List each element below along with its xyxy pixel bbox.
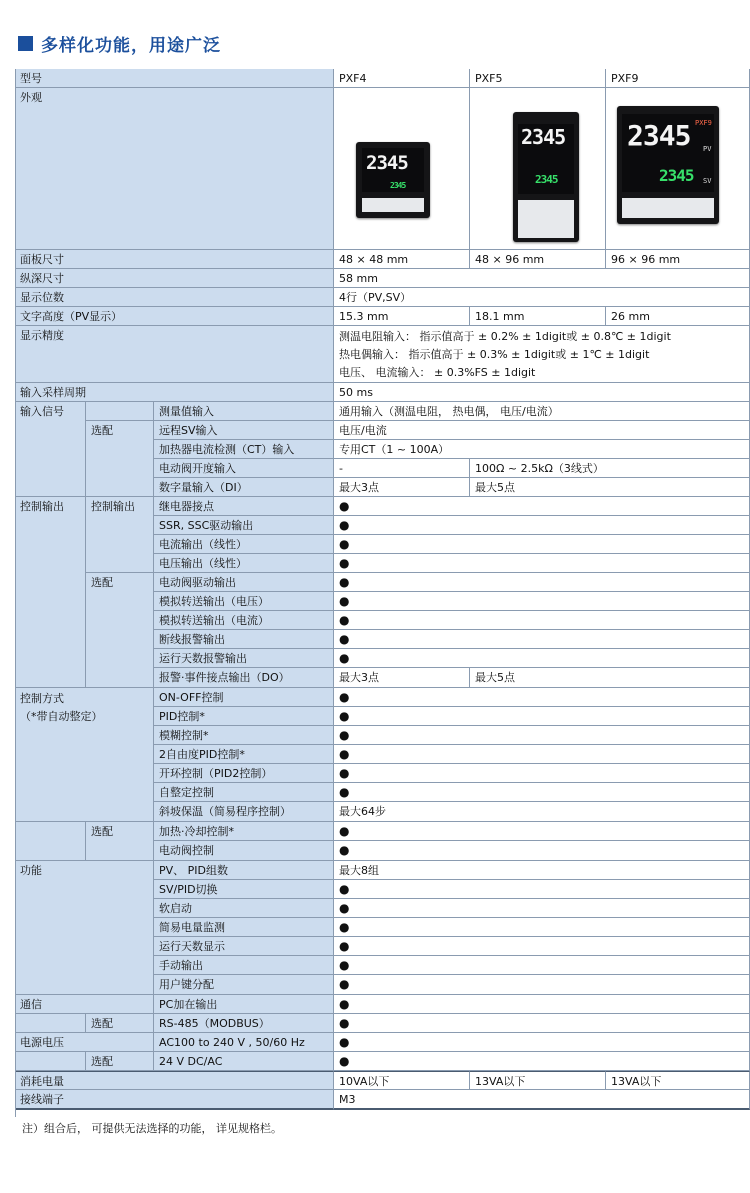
co-item-3: 电压输出（线性） <box>154 554 334 573</box>
fn-item-3-dot: ● <box>334 937 750 956</box>
fn-item-1-dot: ● <box>334 899 750 918</box>
consumption-pxf4: 10VA以下 <box>334 1071 470 1090</box>
section-header <box>18 30 221 56</box>
control-mode-title: 控制方式 <box>20 692 64 705</box>
cm-item-1: PID控制* <box>154 707 334 726</box>
co-option-2: 模拟转送输出（电流） <box>154 611 334 630</box>
do-output-other: 最大5点 <box>470 668 750 688</box>
label-digits: 显示位数 <box>15 288 334 307</box>
co-option-2-dot: ● <box>334 611 750 630</box>
label-accuracy: 显示精度 <box>15 326 334 383</box>
cm-item-4-dot: ● <box>334 764 750 783</box>
fn-item-5-dot: ● <box>334 975 750 995</box>
co-option-0: 电动阀驱动输出 <box>154 573 334 592</box>
remote-sv-value: 电压/电流 <box>334 421 750 440</box>
panel-size-pxf4: 48 × 48 mm <box>334 250 470 269</box>
char-height-pxf9: 26 mm <box>606 307 750 326</box>
label-sampling: 输入采样周期 <box>15 383 334 402</box>
valve-input-other: 100Ω ~ 2.5kΩ（3线式） <box>470 459 750 478</box>
valve-input-pxf4: - <box>334 459 470 478</box>
appearance-pxf5-cell <box>470 88 606 250</box>
pxf9-sv-display: 2345 <box>659 166 694 185</box>
cm-item-2-dot: ● <box>334 726 750 745</box>
label-comm: 通信 <box>15 995 154 1014</box>
cm-item-3: 2自由度PID控制* <box>154 745 334 764</box>
accuracy-value <box>334 326 750 383</box>
cm-item-0-dot: ● <box>334 688 750 707</box>
co-item-1: SSR, SSC驱动输出 <box>154 516 334 535</box>
pxf4-sv-display: 2345 <box>390 181 406 190</box>
label-valve-input: 电动阀开度输入 <box>154 459 334 478</box>
ac-power-dot: ● <box>334 1033 750 1052</box>
char-height-pxf4: 15.3 mm <box>334 307 470 326</box>
label-do-output: 报警·事件接点输出（DO） <box>154 668 334 688</box>
label-model: 型号 <box>15 69 334 88</box>
pxf5-sv-display: 2345 <box>535 173 558 186</box>
co-option-0-dot: ● <box>334 573 750 592</box>
pxf5-pv-display: 2345 <box>521 125 566 149</box>
label-power: 电源电压 <box>15 1033 154 1052</box>
cm-option-1: 电动阀控制 <box>154 841 334 861</box>
co-option-3-dot: ● <box>334 630 750 649</box>
di-input-pxf4: 最大3点 <box>334 478 470 497</box>
label-measure-input: 测量值输入 <box>154 402 334 421</box>
panel-size-pxf5: 48 × 96 mm <box>470 250 606 269</box>
control-output-sub-label: 控制输出 <box>86 497 154 573</box>
do-output-pxf4: 最大3点 <box>334 668 470 688</box>
fn-item-1: 软启动 <box>154 899 334 918</box>
label-function: 功能 <box>15 861 154 995</box>
fn-item-5: 用户键分配 <box>154 975 334 995</box>
panel-size-pxf9: 96 × 96 mm <box>606 250 750 269</box>
pxf4-device-image <box>356 142 430 218</box>
fn-item-0-dot: ● <box>334 880 750 899</box>
footnote: 注）组合后， 可提供无法选择的功能， 详见规格栏。 <box>22 1122 282 1135</box>
label-pc-output: PC加在输出 <box>154 995 334 1014</box>
cm-item-5: 自整定控制 <box>154 783 334 802</box>
co-option-1-dot: ● <box>334 592 750 611</box>
co-item-0: 继电器接点 <box>154 497 334 516</box>
label-pv-pid: PV、 PID组数 <box>154 861 334 880</box>
fn-item-2: 简易电量监测 <box>154 918 334 937</box>
label-ac-power: AC100 to 240 V , 50/60 Hz <box>154 1033 334 1052</box>
label-panel-size: 面板尺寸 <box>15 250 334 269</box>
cm-option-1-dot: ● <box>334 841 750 861</box>
co-item-2: 电流输出（线性） <box>154 535 334 554</box>
ct-input-value: 专用CT（1 ~ 100A） <box>334 440 750 459</box>
page-title: 多样化功能，用途广泛 <box>41 35 221 56</box>
accuracy-line-1: 测温电阻输入： 指示值高于 ± 0.2% ± 1digit或 ± 0.8℃ ± 1digit <box>339 330 671 343</box>
co-option-4-dot: ● <box>334 649 750 668</box>
fn-item-4-dot: ● <box>334 956 750 975</box>
ramp-soak-value: 最大64步 <box>334 802 750 822</box>
accuracy-line-2: 热电偶输入： 指示值高于 ± 0.3% ± 1digit或 ± 1℃ ± 1digit <box>339 348 650 361</box>
appearance-pxf4-cell <box>334 88 470 250</box>
label-dc-power: 24 V DC/AC <box>154 1052 334 1071</box>
table-left-border <box>15 69 16 1117</box>
comm-blank <box>15 1014 86 1033</box>
cm-item-0: ON-OFF控制 <box>154 688 334 707</box>
fn-item-3: 运行天数显示 <box>154 937 334 956</box>
accuracy-line-3: 电压、 电流输入： ± 0.3%FS ± 1digit <box>339 366 536 379</box>
cm-option-0: 加热·冷却控制* <box>154 822 334 841</box>
fn-item-2-dot: ● <box>334 918 750 937</box>
pxf4-pv-display: 2345 <box>366 152 408 174</box>
cm-option-0-dot: ● <box>334 822 750 841</box>
pxf9-sv-tag: SV <box>703 177 712 185</box>
di-input-other: 最大5点 <box>470 478 750 497</box>
comm-option-label: 选配 <box>86 1014 154 1033</box>
label-appearance: 外观 <box>15 88 334 250</box>
depth-value: 58 mm <box>334 269 750 288</box>
pv-pid-value: 最大8组 <box>334 861 750 880</box>
appearance-pxf9-cell <box>606 88 750 250</box>
sampling-value: 50 ms <box>334 383 750 402</box>
pxf9-pv-display: 2345 <box>627 119 691 152</box>
control-output-option-label: 选配 <box>86 573 154 688</box>
cm-item-3-dot: ● <box>334 745 750 764</box>
co-item-2-dot: ● <box>334 535 750 554</box>
pxf9-device-image <box>617 106 719 224</box>
dc-power-dot: ● <box>334 1052 750 1071</box>
rs485-dot: ● <box>334 1014 750 1033</box>
input-option-label: 选配 <box>86 421 154 497</box>
label-consumption: 消耗电量 <box>15 1071 334 1090</box>
spec-table <box>15 69 750 1117</box>
pxf9-pv-tag: PV <box>703 145 712 153</box>
label-ramp-soak: 斜坡保温（简易程序控制） <box>154 802 334 822</box>
label-control-output: 控制输出 <box>15 497 86 688</box>
label-depth: 纵深尺寸 <box>15 269 334 288</box>
digits-value: 4行（PV,SV） <box>334 288 750 307</box>
control-mode-option-label: 选配 <box>86 822 154 861</box>
pxf5-device-image <box>513 112 579 242</box>
char-height-pxf5: 18.1 mm <box>470 307 606 326</box>
cm-item-2: 模糊控制* <box>154 726 334 745</box>
input-blank <box>86 402 154 421</box>
model-pxf9: PXF9 <box>606 69 750 88</box>
label-control-mode <box>15 688 154 822</box>
power-option-label: 选配 <box>86 1052 154 1071</box>
pxf9-brand: PXF9 <box>695 119 712 127</box>
title-square-icon <box>18 36 33 51</box>
co-item-0-dot: ● <box>334 497 750 516</box>
label-remote-sv: 远程SV输入 <box>154 421 334 440</box>
control-mode-blank <box>15 822 86 861</box>
power-blank <box>15 1052 86 1071</box>
measure-input-value: 通用输入（测温电阻， 热电偶， 电压/电流） <box>334 402 750 421</box>
cm-item-5-dot: ● <box>334 783 750 802</box>
cm-item-4: 开环控制（PID2控制） <box>154 764 334 783</box>
terminal-value: M3 <box>334 1090 750 1110</box>
label-input-signal: 输入信号 <box>15 402 86 497</box>
label-rs485: RS-485（MODBUS） <box>154 1014 334 1033</box>
co-item-1-dot: ● <box>334 516 750 535</box>
co-option-4: 运行天数报警输出 <box>154 649 334 668</box>
label-char-height: 文字高度（PV显示） <box>15 307 334 326</box>
co-item-3-dot: ● <box>334 554 750 573</box>
model-pxf4: PXF4 <box>334 69 470 88</box>
co-option-3: 断线报警输出 <box>154 630 334 649</box>
label-ct-input: 加热器电流检测（CT）输入 <box>154 440 334 459</box>
co-option-1: 模拟转送输出（电压） <box>154 592 334 611</box>
consumption-pxf5: 13VA以下 <box>470 1071 606 1090</box>
fn-item-0: SV/PID切换 <box>154 880 334 899</box>
label-terminal: 接线端子 <box>15 1090 334 1110</box>
fn-item-4: 手动输出 <box>154 956 334 975</box>
label-di-input: 数字量输入（DI） <box>154 478 334 497</box>
consumption-pxf9: 13VA以下 <box>606 1071 750 1090</box>
control-mode-note: （*带自动整定） <box>20 710 103 723</box>
model-pxf5: PXF5 <box>470 69 606 88</box>
pc-output-dot: ● <box>334 995 750 1014</box>
cm-item-1-dot: ● <box>334 707 750 726</box>
